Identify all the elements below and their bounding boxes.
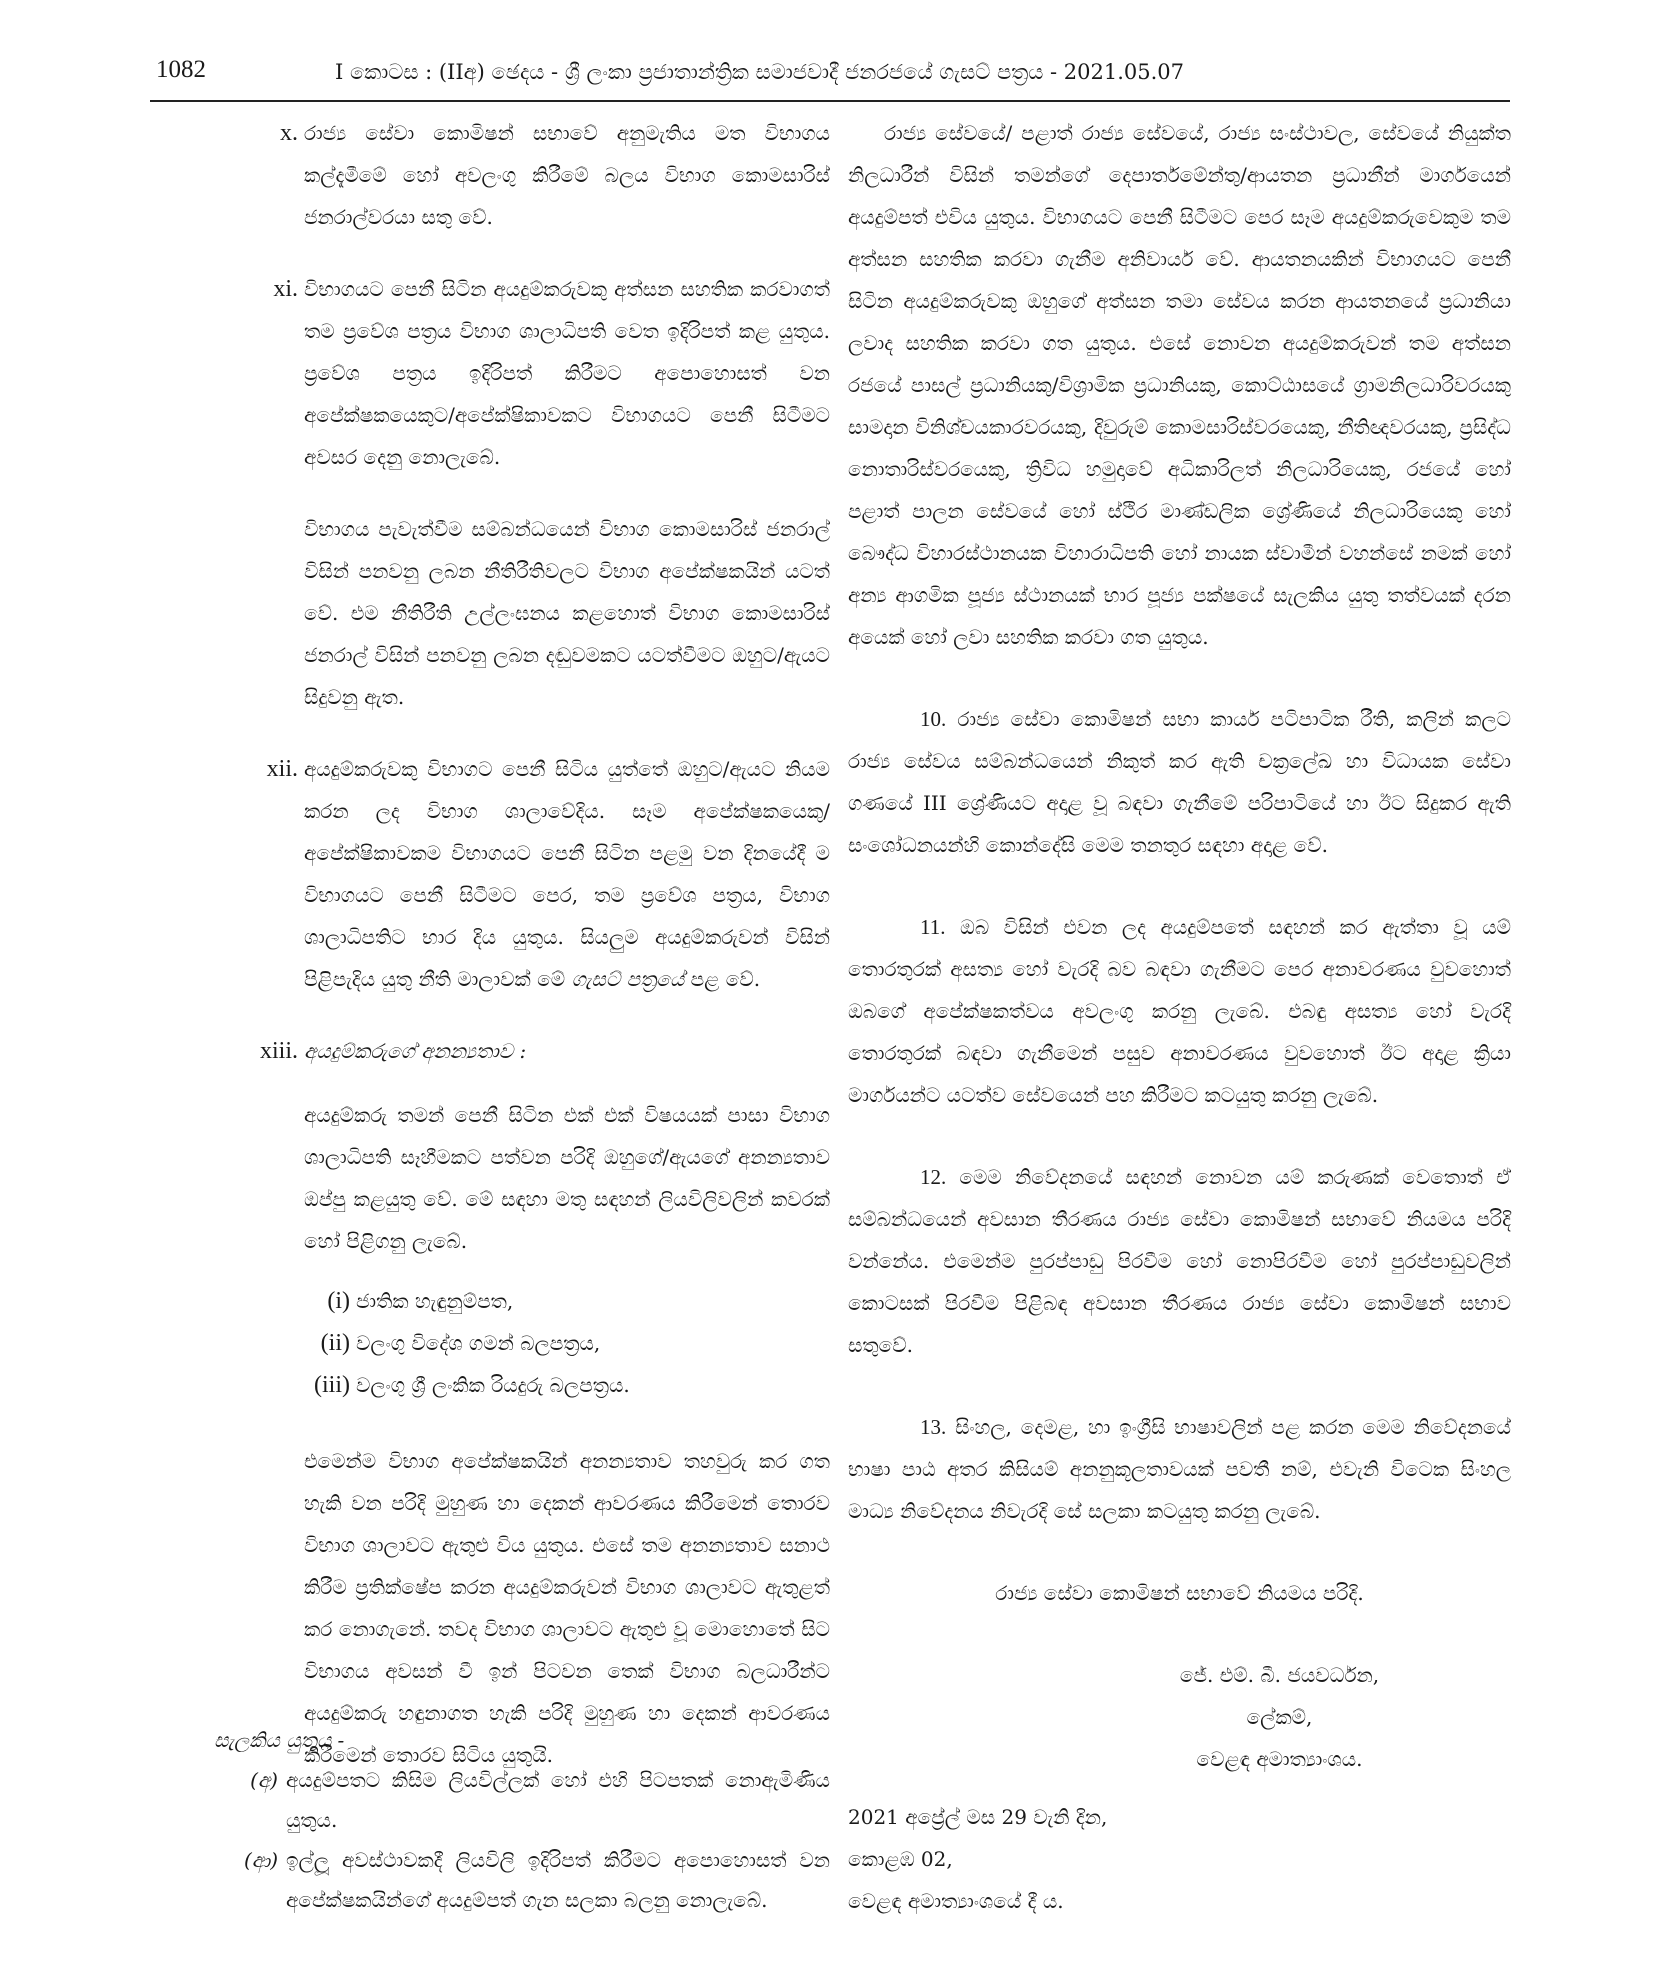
- note-item: [210, 1840, 830, 1920]
- paragraph-text: අයදුම්කරු තමන් පෙනී සිටින එක් එක් විෂයයක් පාසා විභාග ශාලාධිපති සෑහීමකට පත්වන පරිදි ඔහුගේ/ඇයගේ අනන්‍යතාව ඔප්පු කළයුතු වේ. මේ සඳහා මතු සඳහන් ලියවිලිවලින් කවරක් හෝ පිළිගනු ලැබේ.: [304, 1103, 830, 1253]
- gazette-italic: ගැසට් පත්‍රයේ: [571, 967, 685, 991]
- note-item: [210, 1760, 830, 1840]
- signatory-title: ලේකම්,: [1246, 1705, 1313, 1729]
- exam-rules-paragraph: [218, 508, 830, 718]
- notes-heading: සැලකිය යුතුය -: [214, 1728, 345, 1752]
- notes-block: [210, 1720, 830, 1920]
- signature-block: [1048, 1654, 1511, 1780]
- clause-xii: [218, 748, 830, 1000]
- paragraph-text: එමෙන්ම විභාග අපේක්ෂකයින් අනන්‍යතාව තහවුරු කර ගත හැකි වන පරිදි මුහුණ හා දෙකන් ආවරණය කිරීමෙන් තොරව විභාග ශාලාවට ඇතුළු විය යුතුය. එසේ තම අනන්‍යතාව සනාථ කිරීම ප්‍රතික්ෂේප කරන අයදුම්කරුවන් විභාග ශාලාවට ඇතුළත් කර නොගැනේ. තවද විභාග ශාලාවට ඇතුළු වූ මොහොතේ සිට විභාගය අවසන් වී ඉන් පිටවන තෙක් විභාග බලධාරීන්ට අයදුම්කරු හඳුනාගත හැකි පරිදි මුහුණ හා දෙකන් ආවරණය කිරීමෙන් තොරව සිටිය යුතුයි.: [304, 1449, 830, 1767]
- note-text: ඉල්ලූ අවස්ථාවකදී ලියවිලි ඉදිරිපත් කිරීමට අපොහොසත් වන අපේක්ෂකයින්ගේ අයදුම්පත් ගැන සලකා බලනු නොලැබේ.: [286, 1848, 830, 1912]
- note-text: අයදුම්පතට කිසිම ලියවිල්ලක් හෝ එහි පිටපතක් නොඇමිණිය යුතුය.: [286, 1768, 830, 1832]
- section-number: 10.: [920, 707, 947, 731]
- clause-x: [218, 112, 830, 238]
- dateline-place: වෙළඳ අමාත්‍යාංශයේ දී ය.: [848, 1889, 1064, 1913]
- clause-number: xiii.: [259, 1038, 298, 1064]
- clause-text-before: අයදුම්කරුවකු විභාගට පෙනී සිටිය යුත්තේ ඔහුට/ඇයට නියම කරන ලද විභාග ශාලාවේදිය. සෑම අපේක්ෂකයෙකු/අපේක්ෂිකාවකම විභාගයට පෙනී සිටින පළමු වන දිනයේදී ම විභාගයට පෙනී සිටීමට පෙර, තම ප්‍රවේශ පත්‍රය, විභාග ශාලාධිපතිට භාර දිය යුතුය. සියලුම අයදුම්කරුවන් විසින් පිළිපැදිය යුතු නීති මාලාවක් මේ: [304, 757, 830, 991]
- clause-text: රාජ්‍ය සේවා කොමිෂන් සභාවේ අනුමැතිය මත විභාගය කල්දැමීමේ හෝ අවලංගු කිරීමේ බලය විභාග කොමසාරිස් ජනරාල්වරයා සතු වේ.: [304, 121, 830, 229]
- identity-paragraph: [218, 1094, 830, 1262]
- section-text: රාජ්‍ය සේවා කොමිෂන් සභා කාර්ය පටිපාටික රීති, කලින් කලට රාජ්‍ය සේවය සම්බන්ධයෙන් නිකුත් කර ඇති චක්‍රලේඛ හා විධායක සේවා ගණයේ III ශ්‍රේණියට අදාළ වූ බඳවා ගැනීමේ පරිපාටියේ හා ඊට සිදුකර ඇති සංශෝධනයන්හි කොන්දේසි මෙම තනතුර සඳහා අදාළ වේ.: [848, 707, 1511, 857]
- right-column: [848, 112, 1511, 1922]
- clause-xi: [218, 268, 830, 478]
- identity-documents-list: [218, 1280, 830, 1406]
- list-item: [304, 1280, 830, 1322]
- note-label: (අ): [250, 1768, 278, 1792]
- paragraph-text: විභාගය පැවැත්වීම සම්බන්ධයෙන් විභාග කොමසාරිස් ජනරාල් විසින් පනවනු ලබන නීතිරීතිවලට විභාග අපේක්ෂකයින් යටත් වේ. එම නීතිරීති උල්ලංඝනය කළහොත් විභාග කොමසාරිස් ජනරාල් විසින් පනවනු ලබන දඬුවමකට යටත්වීමට ඔහුට/ඇයට සිදුවනු ඇත.: [304, 517, 830, 709]
- section-13: [848, 1406, 1511, 1532]
- section-text: සිංහල, දෙමළ, හා ඉංග්‍රීසි භාෂාවලින් පළ කරන මෙම නිවේදනයේ භාෂා පාඨ අතර කිසියම් අනනුකූලතාවයක් පවතී නම්, එවැනි විටෙක සිංහල මාධ්‍ය නිවේදනය නිවැරදි සේ සලකා කටයුතු කරනු ලැබේ.: [848, 1415, 1511, 1523]
- section-11: [848, 906, 1511, 1116]
- dateline-city: කොළඹ 02,: [848, 1847, 953, 1871]
- section-number: 13.: [920, 1415, 947, 1439]
- clause-number: xii.: [266, 756, 298, 782]
- dateline-block: [848, 1796, 1511, 1922]
- certification-paragraph: රාජ්‍ය සේවයේ/ පළාත් රාජ්‍ය සේවයේ, රාජ්‍ය සංස්ථාවල, සේවයේ නියුක්ත නිලධාරීන් විසින් තමන්ගේ දෙපාර්තමේන්තු/ආයතන ප්‍රධානීන් මාර්ගයෙන් අයදුම්පත් එවිය යුතුය. විභාගයට පෙනී සිටීමට පෙර සෑම අයදුම්කරුවෙකුම තම අත්සන සහතික කරවා ගැනීම අනිවාර්ය වේ. ආයතනයකින් විභාගයට පෙනී සිටින අයදුම්කරුවකු ඔහුගේ අත්සන තමා සේවය කරන ආයතනයේ ප්‍රධානියා ලවාද සහතික කරවා ගත යුතුය. එසේ නොවන අයදුම්කරුවන් තම අත්සන රජයේ පාසල් ප්‍රධානියකු/විශ්‍රාමික ප්‍රධානියකු, කොට්ඨාසයේ ග්‍රාමනිලධාරිවරයකු සාමදාන විනිශ්චයකාරවරයකු, දිවුරුම් කොමසාරිස්වරයෙකු, නීතිඥවරයකු, ප්‍රසිද්ධ නොතාරිස්වරයෙකු, ත්‍රිවිධ හමුදාවේ අධිකාරිලත් නිලධාරියෙකු, රජයේ හෝ පළාත් පාලන සේවයේ හෝ ස්ථිර මාණ්ඩලික ශ්‍රේණියේ නිලධාරියෙකු හෝ බෞද්ධ විහාරස්ථානයක විහාරාධිපති හෝ නායක ස්වාමීන් වහන්සේ නමක් හෝ අන්‍ය ආගමික පූජ්‍ය ස්ථානයක් භාර පූජ්‍ය පක්ෂයේ සැලකිය යුතු තත්වයක් දරන අයෙක් හෝ ලවා සහතික කරවා ගත යුතුය.: [848, 121, 1511, 649]
- clause-text: විභාගයට පෙනී සිටින අයදුම්කරුවකු අත්සන සහතික කරවාගත් තම ප්‍රවේශ පත්‍රය විභාග ශාලාධිපති වෙත ඉදිරිපත් කළ යුතුය. ප්‍රවේශ පත්‍රය ඉදිරිපත් කිරීමට අපොහොසත් වන අපේක්ෂකයෙකුට/අපේක්ෂිකාවකට විභාගයට පෙනී සිටීමට අවසර දෙනු නොලැබේ.: [304, 277, 830, 469]
- list-item-text: වලංගු ශ්‍රී ලංකික රියදුරු බලපත්‍රය.: [356, 1373, 630, 1397]
- section-text: ඔබ විසින් එවන ලද අයදුම්පතේ සඳහන් කර ඇත්තා වූ යම් තොරතුරක් අසත්‍ය හෝ වැරදි බව බඳවා ගැනීමට පෙර අනාවරණය වුවහොත් ඔබගේ අපේක්ෂකත්වය අවලංගු කරනු ලැබේ. එබඳු අසත්‍ය හෝ වැරදි තොරතුරක් බඳවා ගැනීමෙන් පසුව අනාවරණය වුවහොත් ඊට අදාළ ක්‍රියා මාර්ගයන්ට යටත්ව සේවයෙන් පහ කිරීමට කටයුතු කරනු ලැබේ.: [848, 915, 1511, 1107]
- list-item-text: ජාතික හැඳුනුම්පත,: [356, 1289, 514, 1313]
- header-rule: [150, 100, 1510, 102]
- clause-text: [304, 748, 830, 1000]
- list-item-number: (ii): [320, 1330, 350, 1356]
- order-line: රාජ්‍ය සේවා කොමිෂන් සභාවේ නියමය පරිදි.: [995, 1581, 1364, 1605]
- page-number: 1082: [156, 56, 206, 83]
- clause-xiii: [218, 1030, 830, 1072]
- list-item: [304, 1322, 830, 1364]
- section-number: 11.: [920, 915, 946, 939]
- page-header: [150, 52, 1510, 100]
- section-12: [848, 1156, 1511, 1366]
- list-item-text: වලංගු විදේශ ගමන් බලපත්‍රය,: [356, 1331, 601, 1355]
- signatory-name: ජේ. එම්. බී. ජයවර්ධන,: [1179, 1663, 1380, 1687]
- list-item-number: (iii): [314, 1372, 350, 1398]
- note-label: (ආ): [243, 1848, 278, 1872]
- clause-number: x.: [280, 120, 298, 146]
- left-column: [218, 112, 830, 1806]
- section-text: මෙම නිවේදනයේ සඳහන් නොවන යම් කරුණක් වෙතොත් ඒ සම්බන්ධයෙන් අවසාන තීරණය රාජ්‍ය සේවා කොමිෂන් සභාවේ නියමය පරිදි වන්නේය. එමෙන්ම පුරප්පාඩු පිරවීම හෝ නොපිරවීම හෝ පුරප්පාඩුවලින් කොටසක් පිරවීම පිළිබඳ අවසාන තීරණය රාජ්‍ය සේවා කොමිෂන් සභාව සතුවේ.: [848, 1165, 1511, 1357]
- section-number: 12.: [920, 1165, 947, 1189]
- list-item: [304, 1364, 830, 1406]
- clause-heading: අයදුම්කරුගේ අනන්‍යතාව :: [304, 1039, 527, 1063]
- list-item-number: (i): [327, 1288, 350, 1314]
- section-10: [848, 698, 1511, 866]
- header-title: I කොටස : (IIඅ) ඡෙදය - ශ්‍රී ලංකා ප්‍රජාතාන්ත්‍රික සමාජවාදී ජනරජයේ ගැසට් පත්‍රය - 2021.05.07: [335, 60, 1185, 84]
- clause-number: xi.: [273, 276, 298, 302]
- dateline-date: 2021 අප්‍රේල් මස 29 වැනි දින,: [848, 1805, 1108, 1829]
- signatory-ministry: වෙළඳ අමාත්‍යාංශය.: [1196, 1747, 1363, 1771]
- clause-text-after: පළ වේ.: [690, 967, 761, 991]
